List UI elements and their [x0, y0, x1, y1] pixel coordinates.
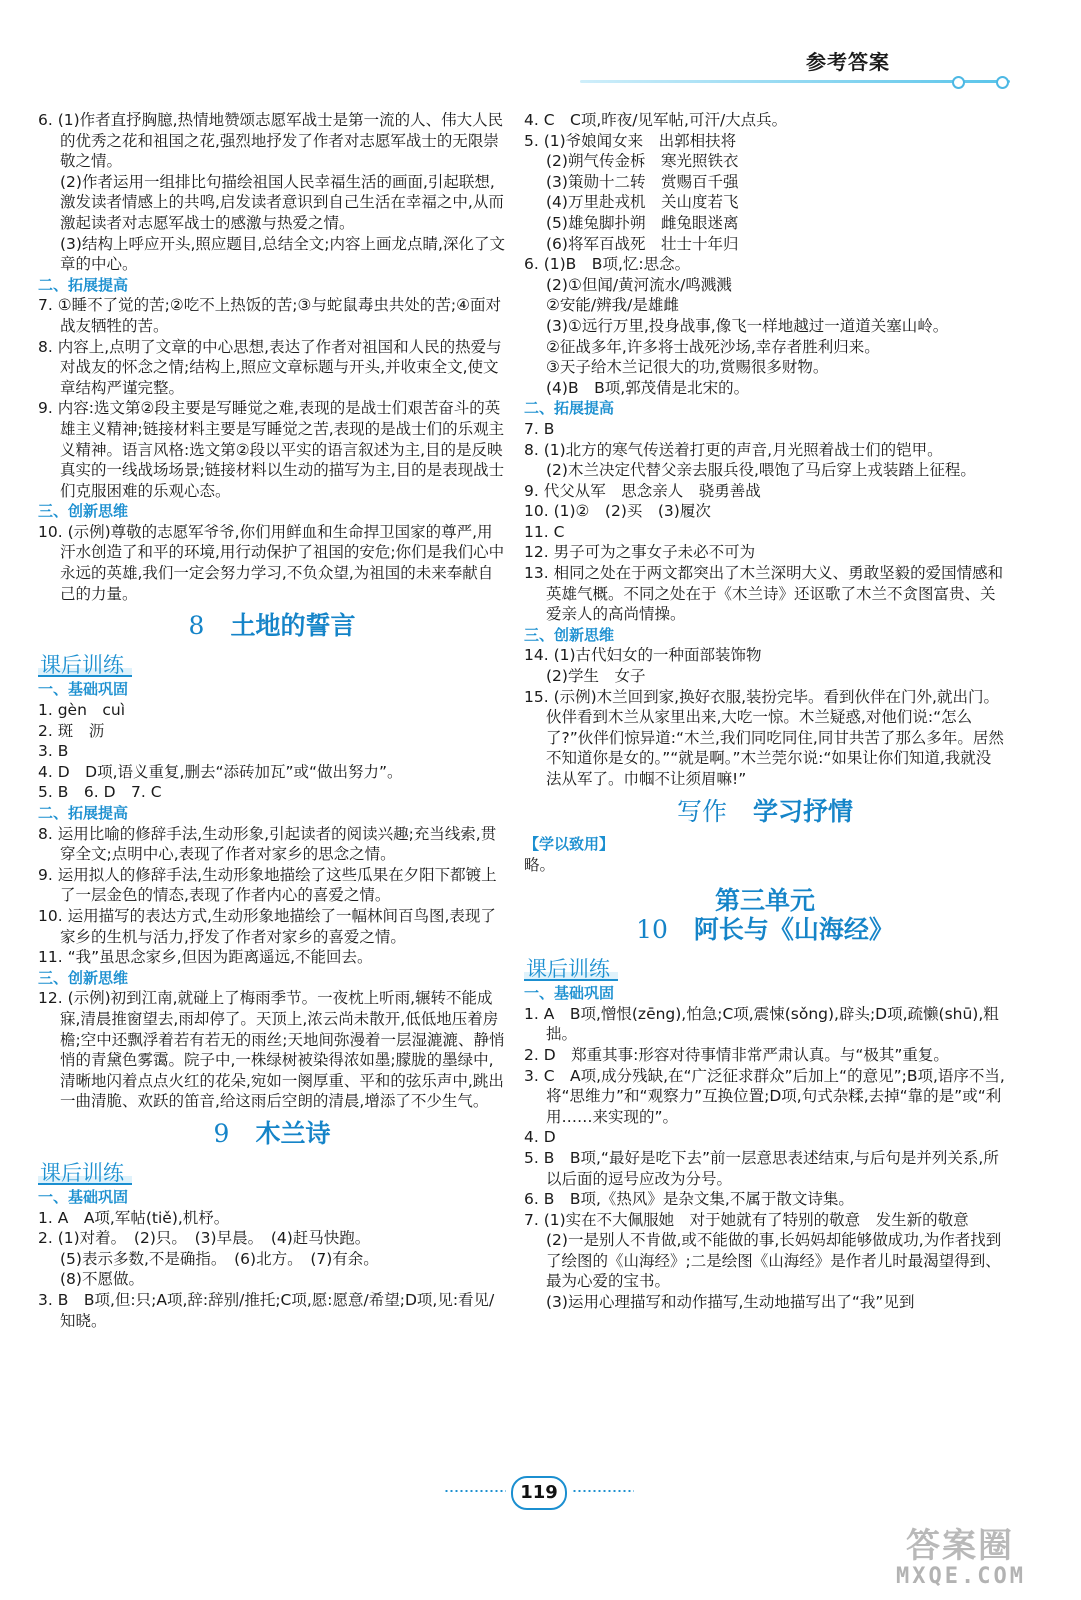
answer-item: 8. 内容上,点明了文章的中心思想,表达了作者对祖国和人民的热爱与对战友的怀念之情;结构上,照应文章标题与开头,并收束全文,使文章结构严谨完整。 [38, 337, 502, 397]
answer-item: 2. 斑 沥 [38, 721, 105, 740]
answer-item: 2. D 郑重其事:形容对待事情非常严肃认真。与“极其”重复。 [524, 1045, 949, 1064]
answer-item: 14. (1)古代妇女的一种面部装饰物 [524, 646, 762, 665]
section-heading: 二、拓展提高 [38, 804, 129, 822]
lesson-title: 8 土地的誓言 [188, 611, 356, 641]
answer-item: (3)结构上呼应开头,照应题目,总结全文;内容上画龙点睛,深化了文章的中心。 [60, 234, 505, 274]
answer-item: (2)朔气传金柝 寒光照铁衣 [546, 152, 739, 171]
answer-item: 5. B B项,“最好是吃下去”前一层意思表述结束,与后句是并列关系,所以后面的逗号应改为分号。 [524, 1148, 999, 1188]
lesson-title: 10 阿长与《山海经》 [636, 914, 894, 944]
answer-item: (5)表示多数,不是确指。 (6)北方。 (7)有余。 [60, 1249, 379, 1268]
section-heading: 三、创新思维 [38, 502, 129, 521]
answer-item: 9. 内容:选文第②段主要是写睡觉之难,表现的是战士们艰苦奋斗的英雄主义精神;链接材料主要是写睡觉之苦,表现的是战士们的乐观主义精神。语言风格:选文第②段以平实的语言叙述为主,目的是反映真实的一线战场场景;链接材料以生动的描写为主,目的是表现战士们克服困难的乐观心态。 [38, 399, 505, 500]
answer-item: 3. B B项,但:只;A项,辞:辞别/推托;C项,愿:愿意/希望;D项,见:看见/知晓。 [38, 1291, 495, 1330]
answer-item: 6. (1)作者直抒胸臆,热情地赞颂志愿军战士是第一流的人、伟大人民的优秀之花和祖国之花,强烈地抒发了作者对志愿军战士的无限崇敬之情。 [38, 111, 504, 171]
dotted-rule [444, 1490, 506, 1492]
answer-item: 12. (示例)初到江南,就碰上了梅雨季节。一夜枕上听雨,辗转不能成寐,清晨推窗望去,雨却停了。天顶上,浓云尚未散开,低低地压着房檐;空中还飘浮着若有若无的雨丝;天地间弥漫着一层湿漉漉、静悄悄的青黛色雾霭。院子中,一株绿树被染得浓如墨;朦胧的墨绿中,清晰地闪着点点火红的花朵,宛如一阕厚重、平和的弦乐声中,跳出一曲清脆、欢跃的笛音,给这雨后空朗的清晨,增添了不少生气。 [38, 989, 505, 1111]
answer-item: 9. 运用拟人的修辞手法,生动形象地描绘了这些瓜果在夕阳下都镀上了一层金色的情态,表现了作者内心的喜爱之情。 [38, 865, 497, 905]
header-dot-icon [996, 76, 1009, 89]
answer-item: 略。 [524, 855, 556, 874]
answer-item: 4. C C项,昨夜/见军帖,可汗/大点兵。 [524, 111, 788, 129]
section-heading: 一、基础巩固 [38, 1188, 129, 1207]
answer-item: 1. gèn cuì [38, 701, 126, 720]
answer-item: 10. (示例)尊敬的志愿军爷爷,你们用鲜血和生命捍卫国家的尊严,用汗水创造了和平的环境,用行动保护了祖国的安危;你们是我们心中永远的英雄,我们一定会努力学习,不负众望,为祖国的未来奉献自己的力量。 [38, 522, 505, 603]
answer-item: 8. 运用比喻的修辞手法,生动形象,引起读者的阅读兴趣;充当线索,贯穿全文;点明中心,表现了作者对家乡的思念之情。 [38, 824, 497, 864]
answer-item: (5)雄兔脚扑朔 雌兔眼迷离 [546, 213, 739, 232]
answer-item: (4)B B项,郭茂倩是北宋的。 [546, 378, 750, 397]
answer-item: (2)一是别人不肯做,或不能做的事,长妈妈却能够做成功,为作者找到了绘图的《山海经》;二是绘图《山海经》是作者儿时最渴望得到、最为心爱的宝书。 [546, 1231, 1002, 1291]
answer-item: 11. “我”虽思念家乡,但因为距离遥远,不能回去。 [38, 948, 373, 967]
answer-item: (2)学生 女子 [546, 667, 646, 686]
answer-item: (2)木兰决定代替父亲去服兵役,喂饱了马后穿上戎装踏上征程。 [546, 461, 976, 480]
answer-item: 7. B [524, 419, 555, 438]
answer-item: (4)万里赴戎机 关山度若飞 [546, 193, 739, 212]
left-column [38, 110, 506, 1331]
answer-item: 3. B [38, 742, 69, 761]
answer-item: 5. (1)爷娘闻女来 出郭相扶将 [524, 131, 737, 150]
section-heading: 二、拓展提高 [524, 399, 615, 418]
section-heading: 三、创新思维 [524, 625, 615, 644]
answer-item: ③天子给木兰记很大的功,赏赐很多财物。 [546, 358, 829, 377]
page-header [560, 38, 1030, 88]
unit-title: 第三单元 [714, 886, 815, 916]
header-title: 参考答案 [806, 50, 890, 74]
section-heading: 一、基础巩固 [524, 984, 615, 1003]
section-heading: 一、基础巩固 [38, 680, 129, 699]
answer-item: (2)作者运用一组排比句描绘祖国人民幸福生活的画面,引起联想,激发读者情感上的共鸣,启发读者意识到自己生活在幸福之中,从而激起读者对志愿军战士的感激与热爱之情。 [60, 172, 504, 232]
right-column [524, 110, 1006, 1313]
answer-item: ②安能/辨我/是雄雌 [546, 296, 679, 315]
answer-item: 1. A B项,憎恨(zēng),怕急;C项,震悚(sǒng),辟头;D项,疏懒(shū),粗拙。 [524, 1004, 999, 1044]
header-dot-icon [952, 76, 965, 89]
answer-item: 6. B B项,《热风》是杂文集,不属于散文诗集。 [524, 1190, 854, 1209]
apply-heading: 【学以致用】 [524, 835, 615, 854]
answer-item: 8. (1)北方的寒气传送着打更的声音,月光照着战士们的铠甲。 [524, 440, 943, 459]
answer-item: (3)①远行万里,投身战事,像飞一样地越过一道道关塞山岭。 [546, 316, 949, 335]
answer-item: 7. (1)实在不大佩服她 对于她就有了特别的敬意 发生新的敬意 [524, 1210, 969, 1229]
watermark-url: MXQE.COM [896, 1564, 1026, 1589]
lesson-title: 9 木兰诗 [213, 1118, 331, 1148]
answer-item: 1. A A项,军帖(tiě),机杼。 [38, 1208, 230, 1227]
watermark-logo [888, 1518, 1068, 1594]
header-rule [580, 80, 1010, 83]
page-number: 119 [511, 1476, 567, 1510]
after-class-training-label: 课后训练 [524, 959, 618, 982]
answer-item: (3)运用心理描写和动作描写,生动地描写出了“我”见到 [546, 1293, 915, 1312]
answer-item: 15. (示例)木兰回到家,换好衣服,装扮完毕。看到伙伴在门外,就出门。伙伴看到木兰从家里出来,大吃一惊。木兰疑惑,对他们说:“怎么了?”伙伴们惊异道:“木兰,我们同吃同住,同甘共苦了那么多年。居然不知道你是女的。”“就是啊。”木兰莞尔说:“如果让你们知道,我就没法从军了。巾帼不让须眉嘛!” [524, 687, 1004, 788]
answer-item: (8)不愿做。 [60, 1270, 144, 1289]
answer-item: ②征战多年,许多将士战死沙场,幸存者胜利归来。 [546, 337, 880, 356]
answer-item: 6. (1)B B项,忆:思念。 [524, 255, 691, 274]
answer-item: (2)①但闻/黄河流水/鸣溅溅 [546, 275, 732, 294]
after-class-training-label: 课后训练 [38, 1163, 132, 1186]
page-footer [440, 1473, 640, 1513]
answer-item: 4. D D项,语义重复,删去“添砖加瓦”或“做出努力”。 [38, 762, 403, 781]
answer-item: 7. ①睡不了觉的苦;②吃不上热饭的苦;③与蛇鼠毒虫共处的苦;④面对战友牺牲的苦。 [38, 296, 501, 335]
watermark-text: 答案圈 [906, 1526, 1014, 1566]
answer-item: 10. (1)② (2)买 (3)履次 [524, 502, 711, 521]
answer-item: 9. 代父从军 思念亲人 骁勇善战 [524, 481, 761, 500]
answer-item: 2. (1)对着。 (2)只。 (3)早晨。 (4)赶马快跑。 [38, 1229, 371, 1248]
answer-item: 4. D [524, 1128, 556, 1147]
answer-item: 11. C [524, 522, 565, 541]
dotted-rule [572, 1490, 634, 1492]
answer-item: (3)策勋十二转 赏赐百千强 [546, 172, 739, 191]
answer-item: 5. B 6. D 7. C [38, 783, 162, 802]
after-class-training-label: 课后训练 [38, 655, 132, 678]
answer-item: 10. 运用描写的表达方式,生动形象地描绘了一幅林间百鸟图,表现了家乡的生机与活力,抒发了作者对家乡的喜爱之情。 [38, 906, 496, 946]
answer-item: 12. 男子可为之事女子未必不可为 [524, 543, 756, 562]
answer-item: 13. 相同之处在于两文都突出了木兰深明大义、勇敢坚毅的爱国情感和英雄气概。不同之处在于《木兰诗》还讴歌了木兰不贪图富贵、关爱亲人的高尚情操。 [524, 564, 1004, 624]
answer-item: (6)将军百战死 壮士十年归 [546, 234, 739, 253]
section-heading: 三、创新思维 [38, 968, 129, 987]
section-heading: 二、拓展提高 [38, 275, 129, 294]
writing-title: 写作 学习抒情 [676, 796, 854, 826]
answer-item: 3. C A项,成分残缺,在“广泛征求群众”后加上“的意见”;B项,语序不当,将“思维力”和“观察力”互换位置;D项,句式杂糅,去掉“靠的是”或“利用……来实现的”。 [524, 1066, 1005, 1126]
